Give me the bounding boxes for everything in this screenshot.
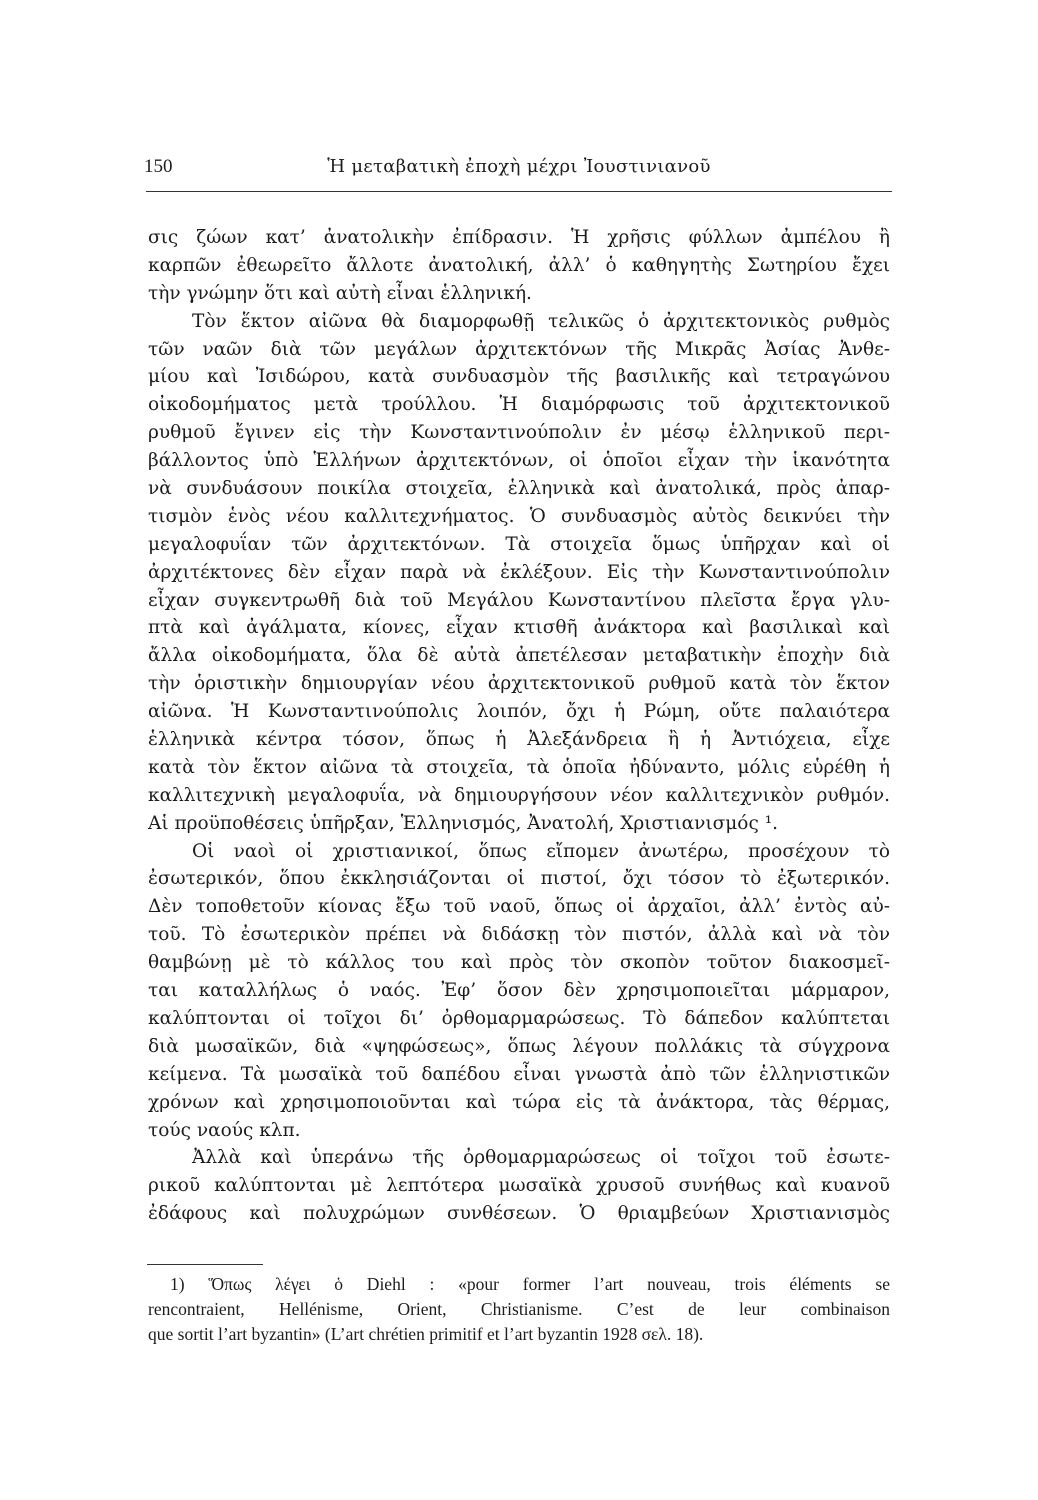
text-line: εἶχαν συγκεντρωθῆ διὰ τοῦ Μεγάλου Κωνσταντίνου πλεῖστα ἔργα γλυ- [148, 589, 890, 611]
text-line: Ἀλλὰ καὶ ὑπεράνω τῆς ὀρθομαρμαρώσεως οἱ τοῖχοι τοῦ ἐσωτε- [192, 1147, 890, 1169]
text-line: ἄλλα οἰκοδομήματα, ὅλα δὲ αὐτὰ ἀπετέλεσαν μεταβατικὴν ἐποχὴν διὰ [148, 645, 890, 667]
text-line: κατὰ τὸν ἕκτον αἰῶνα τὰ στοιχεῖα, τὰ ὁποῖα ἠδύναντο, μόλις εὑρέθη ἡ [148, 756, 890, 778]
text-line: καρπῶν ἐθεωρεῖτο ἄλλοτε ἀνατολική, ἀλλ’ ὁ καθηγητὴς Σωτηρίου ἔχει [148, 254, 890, 276]
text-line: καλλιτεχνικὴ μεγαλοφυΐα, νὰ δημιουργήσουν νέον καλλιτεχνικὸν ρυθμόν. [148, 784, 890, 806]
text-line: ρυθμοῦ ἔγινεν εἰς τὴν Κωνσταντινούπολιν ἐν μέσῳ ἑλληνικοῦ περι- [148, 422, 890, 444]
text-line: τισμὸν ἑνὸς νέου καλλιτεχνήματος. Ὁ συνδυασμὸς αὐτὸς δεικνύει τὴν [148, 505, 890, 527]
text-line: ρικοῦ καλύπτονται μὲ λεπτότερα μωσαϊκὰ χρυσοῦ συνήθως καὶ κυανοῦ [148, 1175, 890, 1197]
text-line: ἐδάφους καὶ πολυχρώμων συνθέσεων. Ὁ θριαμβεύων Χριστιανισμὸς [148, 1203, 890, 1225]
text-line: αἰῶνα. Ἡ Κωνσταντινούπολις λοιπόν, ὄχι ἡ Ρώμη, οὔτε παλαιότερα [148, 701, 890, 723]
text-line: τῶν ναῶν διὰ τῶν μεγάλων ἀρχιτεκτόνων τῆς Μικρᾶς Ἀσίας Ἀνθε- [148, 338, 890, 360]
text-line: χρόνων καὶ χρησιμοποιοῦνται καὶ τώρα εἰς τὰ ἀνάκτορα, τὰς θέρμας, [148, 1091, 890, 1113]
text-line: νὰ συνδυάσουν ποικίλα στοιχεῖα, ἑλληνικὰ καὶ ἀνατολικά, πρὸς ἀπαρ- [148, 478, 890, 500]
text-line: μίου καὶ Ἰσιδώρου, κατὰ συνδυασμὸν τῆς βασιλικῆς καὶ τετραγώνου [148, 366, 890, 388]
text-line: βάλλοντος ὑπὸ Ἑλλήνων ἀρχιτεκτόνων, οἱ ὁποῖοι εἶχαν τὴν ἱκανότητα [148, 450, 890, 472]
text-line: τοῦ. Τὸ ἐσωτερικὸν πρέπει νὰ διδάσκῃ τὸν πιστόν, ἀλλὰ καὶ νὰ τὸν [148, 924, 890, 946]
text-line: σις ζώων κατ’ ἀνατολικὴν ἐπίδρασιν. Ἡ χρῆσις φύλλων ἀμπέλου ἢ [148, 227, 890, 248]
text-line: πτὰ καὶ ἀγάλματα, κίονες, εἶχαν κτισθῆ ἀνάκτορα καὶ βασιλικαὶ καὶ [148, 617, 890, 639]
text-line: ται καταλλήλως ὁ ναός. Ἐφ’ ὅσον δὲν χρησιμοποιεῖται μάρμαρον, [148, 980, 890, 1002]
text-line: διὰ μωσαϊκῶν, διὰ «ψηφώσεως», ὅπως λέγουν πολλάκις τὰ σύγχρονα [148, 1035, 890, 1057]
text-line: καλύπτονται οἱ τοῖχοι δι’ ὀρθομαρμαρώσεως. Τὸ δάπεδον καλύπτεται [148, 1007, 890, 1029]
running-title: Ἡ μεταβατικὴ ἐποχὴ μέχρι Ἰουστινιανοῦ [327, 156, 711, 177]
footnote-line: 1) Ὅπως λέγει ὁ Diehl : «pour former l’art nouveau, trois éléments se [170, 1274, 890, 1294]
text-line: τὴν ὁριστικὴν δημιουργίαν νέου ἀρχιτεκτονικοῦ ρυθμοῦ κατὰ τὸν ἕκτον [148, 673, 890, 695]
text-line: κείμενα. Τὰ μωσαϊκὰ τοῦ δαπέδου εἶναι γνωστὰ ἀπὸ τῶν ἑλληνιστικῶν [148, 1063, 890, 1085]
text-line: οἰκοδομήματος μετὰ τρούλλου. Ἡ διαμόρφωσις τοῦ ἀρχιτεκτονικοῦ [148, 394, 890, 416]
text-line: θαμβώνῃ μὲ τὸ κάλλος του καὶ πρὸς τὸν σκοπὸν τοῦτον διακοσμεῖ- [148, 952, 890, 974]
footnotes [148, 1272, 890, 1347]
text-line: ἀρχιτέκτονες δὲν εἶχαν παρὰ νὰ ἐκλέξουν. Εἰς τὴν Κωνσταντινούπολιν [148, 561, 890, 583]
page-number: 150 [144, 156, 173, 177]
footnote-line: que sortit l’art byzantin» (L’art chrétien primitif et l’art byzantin 1928 σελ. 18). [148, 1324, 704, 1344]
text-line: Οἱ ναοὶ οἱ χριστιανικοί, ὅπως εἴπομεν ἀνωτέρω, προσέχουν τὸ [192, 840, 890, 862]
footnote-line: rencontraient, Hellénisme, Orient, Christianisme. C’est de leur combinaison [148, 1299, 890, 1319]
text-line: Τὸν ἕκτον αἰῶνα θὰ διαμορφωθῇ τελικῶς ὁ ἀρχιτεκτονικὸς ρυθμὸς [192, 310, 890, 332]
text-line: Αἱ προϋποθέσεις ὑπῆρξαν, Ἑλληνισμός, Ἀνατολή, Χριστιανισμός ¹. [148, 812, 778, 834]
body-text [148, 224, 890, 1228]
text-line: ἑλληνικὰ κέντρα τόσον, ὅπως ἡ Ἀλεξάνδρεια ἢ ἡ Ἀντιόχεια, εἶχε [148, 729, 890, 751]
text-line: τὴν γνώμην ὅτι καὶ αὐτὴ εἶναι ἑλληνική. [148, 282, 532, 304]
text-line: ἐσωτερικόν, ὅπου ἐκκλησιάζονται οἱ πιστοί, ὄχι τόσον τὸ ἐξωτερικόν. [148, 868, 890, 890]
text-line: μεγαλοφυΐαν τῶν ἀρχιτεκτόνων. Τὰ στοιχεῖα ὅμως ὑπῆρχαν καὶ οἱ [148, 533, 890, 555]
text-line: τούς ναούς κλπ. [148, 1119, 301, 1141]
footnote-rule [147, 1264, 263, 1265]
header-rule [146, 191, 892, 192]
text-line: Δὲν τοποθετοῦν κίονας ἔξω τοῦ ναοῦ, ὅπως οἱ ἀρχαῖοι, ἀλλ’ ἐντὸς αὐ- [148, 896, 890, 918]
